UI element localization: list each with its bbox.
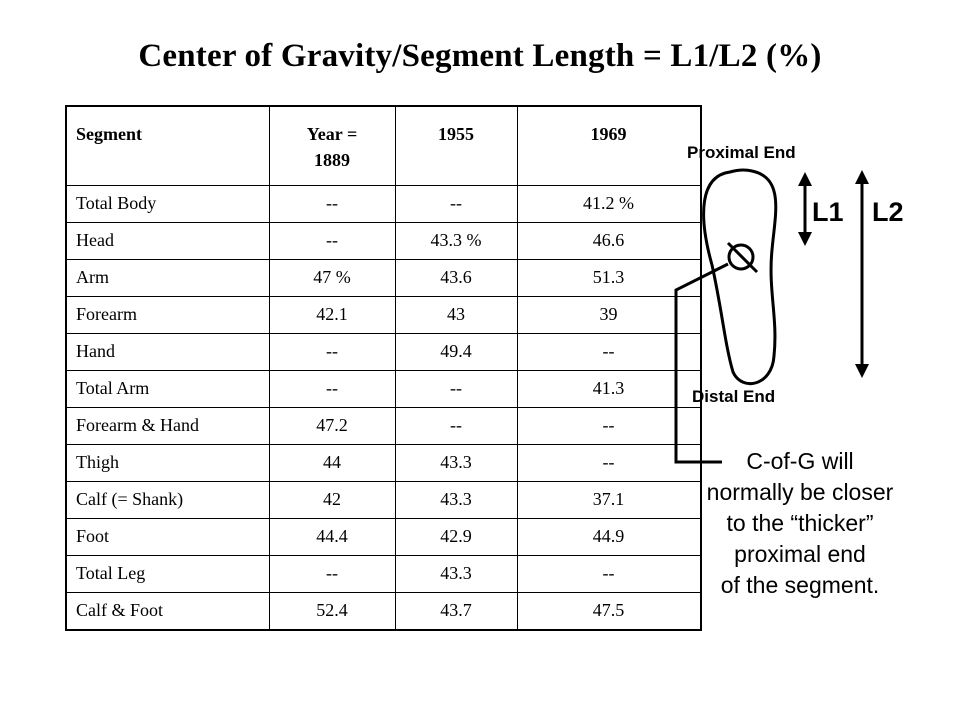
value-cell: 47.5: [517, 592, 701, 630]
value-cell: 42.1: [269, 296, 395, 333]
value-cell: --: [517, 444, 701, 481]
segment-name-cell: Arm: [66, 259, 269, 296]
l1-arrow-icon: [798, 172, 812, 246]
value-cell: --: [517, 333, 701, 370]
value-cell: --: [395, 407, 517, 444]
value-cell: --: [269, 185, 395, 222]
l2-arrow-icon: [855, 170, 869, 378]
value-cell: 49.4: [395, 333, 517, 370]
segment-name-cell: Calf & Foot: [66, 592, 269, 630]
value-cell: 37.1: [517, 481, 701, 518]
pointer-line: [676, 264, 728, 462]
note-line: of the segment.: [720, 572, 880, 598]
header-1889-text: Year = 1889: [306, 124, 358, 170]
l1-label: L1: [812, 197, 844, 227]
value-cell: 43.3: [395, 555, 517, 592]
value-cell: 43.7: [395, 592, 517, 630]
value-cell: 42.9: [395, 518, 517, 555]
value-cell: --: [269, 222, 395, 259]
note-line: proximal end: [734, 541, 866, 567]
value-cell: 41.2 %: [517, 185, 701, 222]
header-1969: 1969: [517, 106, 701, 185]
value-cell: 52.4: [269, 592, 395, 630]
note-line: C-of-G will: [746, 448, 854, 474]
value-cell: --: [517, 407, 701, 444]
segment-name-cell: Total Arm: [66, 370, 269, 407]
value-cell: 51.3: [517, 259, 701, 296]
value-cell: 42: [269, 481, 395, 518]
value-cell: 43: [395, 296, 517, 333]
value-cell: 44.9: [517, 518, 701, 555]
proximal-end-label: Proximal End: [687, 143, 796, 162]
header-segment: Segment: [66, 106, 269, 185]
value-cell: --: [269, 555, 395, 592]
value-cell: 43.6: [395, 259, 517, 296]
value-cell: 43.3 %: [395, 222, 517, 259]
value-cell: --: [517, 555, 701, 592]
note-line: to the “thicker”: [726, 510, 874, 536]
value-cell: 41.3: [517, 370, 701, 407]
segment-outline: [704, 170, 776, 384]
header-1955: 1955: [395, 106, 517, 185]
segment-name-cell: Thigh: [66, 444, 269, 481]
note-line: normally be closer: [706, 479, 894, 505]
value-cell: 43.3: [395, 481, 517, 518]
distal-end-label: Distal End: [692, 387, 776, 406]
segment-name-cell: Foot: [66, 518, 269, 555]
center-of-gravity-icon: [728, 243, 757, 272]
value-cell: --: [269, 370, 395, 407]
segment-name-cell: Head: [66, 222, 269, 259]
value-cell: 44: [269, 444, 395, 481]
segment-name-cell: Calf (= Shank): [66, 481, 269, 518]
value-cell: --: [395, 370, 517, 407]
l2-label: L2: [872, 197, 904, 227]
segment-name-cell: Hand: [66, 333, 269, 370]
value-cell: --: [395, 185, 517, 222]
value-cell: 46.6: [517, 222, 701, 259]
cog-note: [650, 446, 950, 601]
value-cell: 47.2: [269, 407, 395, 444]
segment-name-cell: Total Body: [66, 185, 269, 222]
value-cell: 39: [517, 296, 701, 333]
value-cell: 43.3: [395, 444, 517, 481]
segment-name-cell: Total Leg: [66, 555, 269, 592]
segment-name-cell: Forearm: [66, 296, 269, 333]
segment-name-cell: Forearm & Hand: [66, 407, 269, 444]
value-cell: 47 %: [269, 259, 395, 296]
value-cell: --: [269, 333, 395, 370]
value-cell: 44.4: [269, 518, 395, 555]
page-title: Center of Gravity/Segment Length = L1/L2 (%): [138, 38, 822, 74]
